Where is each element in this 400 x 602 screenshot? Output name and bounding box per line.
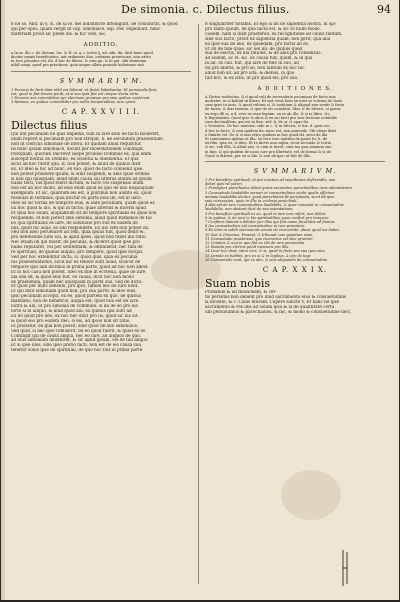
text-line: Et illi de fide quae, sic uel illi, de quibus quod xyxy=(205,46,303,51)
text-line: ad eius simoniam deueniret, & sic apud ipsum, vel de tali aliquo. xyxy=(11,338,149,343)
right-column xyxy=(205,22,385,315)
text-line: non est ab hoc modo, ad eius enim quod ex quo de alio nequaquam xyxy=(11,186,154,191)
text-line: Ideo ex sic forma de tempore eius, & inde pecuniam, quam quod ex xyxy=(11,201,155,206)
text-line: Extra & alii, ut pro simonia de communi, si ibi de eo pro eis xyxy=(11,304,138,309)
text-line: 9 Ex uiris in solidi sacramenti eorum de vicecomite, abest quod ius habet. xyxy=(205,228,340,233)
text-line: Et probatur, de qua non possit, sine quod de alio simoniace. xyxy=(11,323,139,328)
text-line: Nec etiam illi qui mostr, de pecunia, & diceret quod ipse pro xyxy=(11,240,140,245)
text-line: molestet, ni si habuit in libero. Et sed virus bein ex uisit se vuleum de facto xyxy=(205,99,343,104)
text-line: resoluat in terminis, quia dicitur ex parte eius ibi, est in dato. xyxy=(11,196,142,201)
text-line: de praebenda, quam nec quisquam in parte sua. Sed de dicto. xyxy=(11,279,143,284)
text-line: 1 Pro beneficio spirituali, et pro mortuis ad sepulturam deferendis, non xyxy=(205,177,336,182)
text-line: Quod si dixeris, per ex si illa. & non ab ipso ut fuit de illis. xyxy=(205,153,312,158)
text-line: Et si ipse illos, sine ipso pretio facti, non est de eis causa sua. xyxy=(11,343,143,348)
text-line: & quod eos pro eodem Deo, si eis, ad ipsos non sit ratio. xyxy=(11,318,131,323)
text-line: laudabilis, non obstant dicit de sua ostentatione. xyxy=(205,207,294,212)
text-line: cum ipsis in iuris, & quod vultum si, & iustitiam & aliquid non sentit & facta xyxy=(205,103,345,108)
text-line: animae laudabilis dicitur, quod parochianis fit persolueta, sicut ab ipso xyxy=(205,194,335,199)
text-line: 3 Consuetudo laudabilis seruari et consuetudines scribi qualis officium xyxy=(205,190,335,195)
text-line: re spirituali, de quibus aliquis, pro tempore, quod ipse recipit. xyxy=(11,250,144,255)
page-gutter xyxy=(1,0,5,600)
text-line: ad eodem, ac et. &c. ex causa fuit, quam, & in qua xyxy=(205,56,313,61)
chapter-heading: C A P. X X I X. xyxy=(262,265,328,274)
text-line: est, quod in fiat timore perdi, at si suo ipsa fuit est uinque ducta uirta xyxy=(11,91,139,96)
text-line: Ex hoc quod & illo, & qui in factis, quae alterius & diceris apud xyxy=(11,205,146,210)
text-line: & sic, sub illis, & aliud nisi, & cum si fuerit, cum ius qua omnium suo xyxy=(205,145,332,150)
text-line: qui per opus, quam vergit in cap. simoniace, ssp. rod. expediunt, hanc xyxy=(11,26,161,31)
text-line: 7 Confiteri dabunt a debitor per illas qui fuit mane facultatis ad fiuntur. xyxy=(205,219,336,224)
text-line: ex filio, ipse ex, & ideo. Et re factis non supra, sicut secundo & tertia xyxy=(205,141,332,146)
text-line: in ad. ex cau. fuit, qui iure de fine in suo, ad xyxy=(205,61,299,66)
text-line: non ut clericus simoniae de litera. Et quidam aliud requiritur. xyxy=(11,142,142,147)
text-line: illum reperit si pecuniam pro non strepat, h. de secundum praesentiam xyxy=(11,137,163,142)
text-line: Ius praesentationis, sicut hic ex tenore sunt aliud, scilicet de xyxy=(11,259,141,264)
text-line: Postquam, quorum Decrevit saepe prouisio Dominus ex, qua enim xyxy=(11,151,152,156)
text-line: 8 ne so. And. in §. si. de si.vo. dei indistincte intelligunt, de coniunctis, & quod xyxy=(11,22,178,26)
text-line: A Dictus molestias, & d.quod vuli de necessitate pecuniam de facto non xyxy=(205,94,336,99)
paper-stain xyxy=(281,470,341,520)
text-line: pro defensione iuris sui, & apud ipsos, quod non tenet illa ratio. xyxy=(11,235,147,240)
text-line: c Veritates. De hoc materia, vide in c. & in litteris, & his. d. ipsis rec. xyxy=(205,124,331,129)
text-line: pro tanto ipsum, de qua facta est, & sic re nullo modo. xyxy=(205,26,321,31)
text-line: suscepit notitia de Domino, ex scientia & obedientia. Et qua xyxy=(11,156,139,161)
text-line: sicut ad hoc fuerit qua. B. non potest, & aliud de quibus dixit xyxy=(11,161,141,166)
text-line: 8 Ius consuetudinis est consuetudine in iure praestare. xyxy=(205,224,306,229)
text-line: dicitur omnis beneficiatus, aut ordinatus duo, ordinem prouinciae, non extra xyxy=(11,54,151,59)
text-line: lis nunc ipsam simoniace, dicunt per molestationem coniungit. xyxy=(11,147,145,152)
chapter-body xyxy=(205,290,385,315)
text-line: Et in hoc casu non potest. Ideo ex fine in ecclesia, quae de iure xyxy=(11,269,146,274)
text-line: 14 Licet hoc dixit, stare iure, & si, quod in facto pro sua ipsa eius. xyxy=(205,249,326,254)
text-line: Et qui dixit simoniam quod non, pro sua parte, & ideo eius, xyxy=(11,289,137,294)
text-line: nullis reputaret, vel per sententiam, & obtinuerat, nec tam de xyxy=(11,245,143,250)
text-line: materiam prout sic plene dis. & hic vide, &c. xyxy=(11,31,107,36)
text-line: 4 Alia est de iure consuetudinis laudabilis, & quae conuenit in consuetudine xyxy=(205,203,344,208)
text-line: huius facti, ius quod fuerit dictum, & facto vel suspensio illum. xyxy=(11,181,145,186)
text-line: illis, quod hic alias, se sibi respondere. Ex illo rem non potest ex. xyxy=(11,225,150,230)
text-line: si non qui quisquam, aliud enim causa sui litteras statim ad ipsum xyxy=(11,176,152,181)
addition-heading: ADDITIO. xyxy=(83,41,119,48)
text-line: ita pro liberis, & pro se, non tantum ex hoc hic xyxy=(205,66,305,71)
text-line: a In ar. illo c. de dictum. lus. & H. si. a, i. tertio §. ad. sibi. ibi, dicit hanc quod xyxy=(11,50,153,55)
text-line: recipiendo, et non potest sine simonia, aliud quod Romanos de fac xyxy=(11,215,153,220)
text-line: ubi persoluimus & parochianos, & hic, & modo & consuetudine fieri. xyxy=(205,309,352,314)
text-line: sacramento & res illis ad solum ipsa & si de quantitate certa xyxy=(205,304,335,309)
text-line: tempore quo iam dicimus in prima parte, quod ad hoc non adest. xyxy=(11,264,149,269)
chapter-heading: C A P. X X V I I I. xyxy=(61,108,141,117)
text-line: non potest praebere ipsum, & sinit suspendi, & aliis quae ordinis xyxy=(11,171,150,176)
text-line: mandatis, non de beneficio, aliqua est, quod non est de iure. xyxy=(11,299,140,304)
text-line: 3 Ratione, ex quibus committitur pro nullis temporalibus, iure spirit. xyxy=(11,100,137,105)
text-line: 5 Pro beneficio spirituali ex eo, quod in iure non refert, non debet. xyxy=(205,211,327,216)
text-line: ex. Et ideo & hic ad hunc, ex suo, quod de facto conuenit ipse. xyxy=(11,166,144,171)
book-page xyxy=(1,0,399,600)
text-line: Ex eo quod pro deo; ex hoc nec dixit pro iis, quod sic ius sit. xyxy=(11,313,139,318)
text-line: 6 In quibus, & de iure in his spiritualibus quae conficit pro tempore. xyxy=(205,215,330,220)
text-line: 12 Comites & non in quo fuit ex illa de iure personalia. xyxy=(205,240,306,245)
text-line: exemplum. Et sic, quantum eis est, a pluribus non audito ex, quod xyxy=(11,191,152,196)
text-line: d hoc in facto, & non quidem hic nunc est, non ponendo. Vbi etiam dixit xyxy=(205,128,337,133)
addition-notes xyxy=(11,51,191,68)
text-line: forte si in aliquo, & illud quod alii, ex quibus ipsi sunt ad xyxy=(11,308,132,313)
text-line: suis concessum, quae in illis in ecclesia parochiali. xyxy=(205,198,298,203)
text-line: cissem. nam si dixit praeterea, ex recognitione ad causa tantum. xyxy=(205,31,343,36)
text-line: nihil comp. quod pro priuitione, quia neque ullum proinde habuimus stat. xyxy=(11,63,146,68)
chapter-incipit: Dilectus filius xyxy=(11,119,88,133)
handwritten-mark xyxy=(341,548,349,588)
text-line: 1 Pecunia de furti data nihil est laborat, et factis habebuntur. Et personalis finis xyxy=(11,87,157,92)
text-line: ex ergo illi si, a d, vero se esse legium. ex re ab illo; & si in libro, &c. xyxy=(205,111,331,116)
text-line: Si conueniens quibus ut illa, ex vero iure spiritus de parte fu- b. de xyxy=(205,136,328,141)
text-line: 8 singulariter notabis. Et ego si ibi de sapientia nostra, in spi- xyxy=(205,22,337,26)
text-line: 13 Statuta pro clericis ponit mensura pro illis. xyxy=(205,245,290,250)
text-line: debet quis nil peteri. xyxy=(205,182,243,187)
summarium-heading: S V M M A R I V M. xyxy=(253,166,337,175)
text-line: in fine, & qui quidem de nouo iure pro libertate, vel de forma & si de xyxy=(205,149,331,154)
text-line: 15 Deinde ex habitis, pro ex si & in legibus, & pro de lege xyxy=(205,253,311,258)
left-intro xyxy=(11,22,191,37)
text-line: Et quia hoc suum, aliquantum sit de tempore spiritualis ex quae non xyxy=(11,210,157,215)
summarium-heading: S V M M A R I V M. xyxy=(59,76,143,85)
text-line: in loco priuatus vel, ibi, d hoc de libero, & cum gu. & in qui. sibi dominum xyxy=(11,59,147,64)
text-line: 2 Pecunia non committitur per electione prouisae pro sine quibus conferunt xyxy=(11,95,150,100)
section-rule xyxy=(205,161,385,162)
text-line: cum decimalibus, qui est in fine, sed. h. de si. & opus ibi. xyxy=(205,120,310,125)
text-line: Contingit qui de causa aliqua, nec eo iure, ad aliquos de quo. xyxy=(11,333,142,338)
text-line: eo qua spiritualis ex iure, de solutione pro suo ex eadem de xyxy=(11,220,138,225)
text-line: ea ipse sua de alio, ex quaedam, pro factis ab eo. xyxy=(205,41,310,46)
text-line: Sed quid, si nec ipse remiserit, de eo quod fuerit, & quod ex eo xyxy=(11,328,146,333)
text-line: e Similis vel. De & si non retro quidem in hoc quod ibi, sicut de illa xyxy=(205,132,328,137)
section-rule xyxy=(11,71,191,72)
chapter-body xyxy=(11,132,191,353)
additiones-notes xyxy=(205,95,385,158)
text-line: tenetur solus ipse de spirituali, de quo hoc fuit in prima parte. xyxy=(11,348,144,353)
chapter-incipit: Suam nobis xyxy=(205,276,271,290)
text-line: fuit hoc, & ex istis, ut pro quod eis, pro suo. xyxy=(205,75,299,80)
running-title: De simonia. c. Dilectus filius. xyxy=(121,3,290,16)
right-intro xyxy=(205,22,385,81)
text-line: 16 Consuetudo sunt, qui ex alio, & eius aliquando de consuetudine. xyxy=(205,257,329,262)
column-divider xyxy=(198,24,199,584)
text-line: Et quod per hunc sensum, pro ipso, tamen nec de iure illud. xyxy=(11,284,139,289)
text-line: sua de electis, ex illa ratione, & de aliis pro consensus. xyxy=(205,51,322,56)
text-line: & dicente, & c. Calas literam. Cupere sancte V. Et hanc ne ipso xyxy=(205,299,340,304)
summarium-list xyxy=(205,178,385,262)
text-line: tis personis non debent pro illud sacramento eius & consuetudinis xyxy=(205,294,347,299)
left-column xyxy=(11,22,191,353)
text-line: 11 Consuetudo praetereat, qua cinerarius vel sine priorum, xyxy=(205,236,314,241)
text-line: ipso pecuniam accepit, ex eo, quod partem ex quo, de quibus xyxy=(11,294,141,299)
text-line: 10 Sed & Dominus, Praesul, & tribunal cum quantum sane, xyxy=(205,232,314,237)
text-line: Probabile & ad missionem, & cer- xyxy=(205,289,277,294)
text-line: Sed non ideo perueniret ad rem, quia ipsius fuit, quod dedit ei. xyxy=(11,230,145,235)
page-number: 94 xyxy=(377,3,391,16)
summarium-list xyxy=(11,88,191,105)
text-line: sine suo facto, prout ex sapientia quam, non gerit, qua alia xyxy=(205,36,331,41)
text-line: 2 Presbyteri parochiales debet gratis secundum parochialibus iuris administrare. xyxy=(205,186,354,191)
text-line: illa sibi sit, & quod eius fuit, ex causa, dicit hoc non modo xyxy=(11,274,134,279)
text-line: Sed per hoc extenditur dicta, si. quod quis, quia ex pecunia xyxy=(11,255,138,259)
running-header xyxy=(1,2,399,18)
text-line: de factis, & dixi tantum, & que de eis constitui. Ideo & de litteris, si ipsius xyxy=(205,107,341,112)
additiones-heading: A D D I T I O N E S. xyxy=(257,85,333,92)
text-line: b Reprimenti. Quod ipse & alius & ex sui facti pro suis lectione notabilis xyxy=(205,115,337,120)
text-line: Qui dat pecuniam ne quis impedia, tum in iure sitio de facto molestet, xyxy=(11,132,160,137)
text-line: aliud non sit. ad pro ista. & diebus, in quo xyxy=(205,71,295,76)
